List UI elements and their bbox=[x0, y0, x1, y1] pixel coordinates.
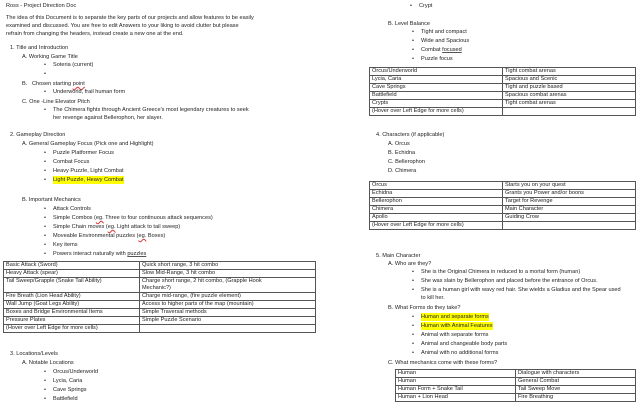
doc-title: Ross - Project Direction Doc bbox=[6, 3, 77, 9]
table-row: Fire Breath (Lion Head Ability) Charge mid-range, (fire puzzle element) bbox=[4, 293, 316, 301]
section-1-heading: 1. Title and Introduction bbox=[10, 45, 69, 51]
table-row: Human General Combat bbox=[396, 378, 636, 386]
who-item-2: • She was slain by Bellerophon and placed before the entrance of Orcus. bbox=[421, 277, 598, 285]
form-option-4: • Animal and changeable body parts bbox=[421, 340, 507, 348]
mechanic-item-4: • Moveable Environmental puzzles (eg. Boxes) bbox=[53, 232, 165, 240]
forms-table bbox=[395, 369, 636, 402]
location-item-1: • Orcus/Underworld bbox=[53, 368, 98, 376]
location-item-4: • Battlefield bbox=[53, 395, 78, 403]
form-option-3: • Animal with separate forms bbox=[421, 331, 488, 339]
who-item-1: • She is the Original Chimera in reduced to a mortal form (human) bbox=[421, 268, 580, 276]
mechanic-item-2: • Simple Combos (eg. Three to four continuous attack sequences) bbox=[53, 214, 213, 222]
character-item-b: B. Echidna bbox=[388, 150, 416, 156]
table-row: Bellerophon Target for Revenge bbox=[370, 198, 636, 206]
table-row: Echidna Grants you Power and/or boons bbox=[370, 190, 636, 198]
table-row: Orcus Starts you on your quest bbox=[370, 182, 636, 190]
starting-point-item: • Underworld, frail human form bbox=[53, 88, 125, 96]
forms-label: B. What Forms do they take? bbox=[388, 305, 461, 311]
location-item-2: • Lycia, Caria bbox=[53, 377, 82, 385]
pitch-line-1: • The Chimera fights through Ancient Greece's most legendary creatures to seek bbox=[53, 106, 249, 114]
table-row: Pressure Plates Simple Puzzle Scenario bbox=[4, 317, 316, 325]
table-row-hover-hint[interactable]: (Hover over Left Edge for more cells) bbox=[4, 325, 316, 333]
mechanics-label: B. Important Mechanics bbox=[22, 197, 81, 203]
character-item-a: A. Orcus bbox=[388, 141, 410, 147]
level-balance-label: B. Level Balance bbox=[388, 21, 430, 27]
table-row: Orcus/Underworld Tight combat arenas bbox=[370, 68, 636, 76]
working-title-label: A. Working Game Title bbox=[22, 54, 78, 60]
table-row: Tail Sweep/Grapple (Snake Tail Ability) Charge short range, 2 hit combo, (Grapple Hook bbox=[4, 278, 316, 286]
focus-option-highlighted: • Light Puzzle, Heavy Combat bbox=[53, 176, 124, 184]
character-item-c: C. Bellerophon bbox=[388, 159, 426, 165]
section-5-heading: 5. Main Character bbox=[376, 253, 421, 259]
intro-line-1: The idea of this Document is to separate the key parts of our projects and allow features to be easily bbox=[6, 15, 254, 21]
table-row: Crypts Tight combat arenas bbox=[370, 100, 636, 108]
intro-line-3: refrain from changing the headers, instead create a new one at the end. bbox=[6, 31, 184, 37]
focus-option-3: • Heavy Puzzle, Light Combat bbox=[53, 167, 124, 175]
mechanic-item-6: • Powers interact naturally with puzzles bbox=[53, 250, 146, 258]
table-row: Human Dialogue with characters bbox=[396, 370, 636, 378]
locations-label: A. Notable Locations bbox=[22, 360, 74, 366]
focus-option-1: • Puzzle Platformer Focus bbox=[53, 149, 114, 157]
mechanic-item-3: • Simple Chain moves (eg. Light attack to tail sweep) bbox=[53, 223, 180, 231]
balance-item-3: • Combat focused bbox=[421, 46, 462, 54]
mechanics-table bbox=[3, 261, 316, 333]
who-label: A. Who are they? bbox=[388, 261, 432, 267]
mechanic-item-5: • Key items bbox=[53, 241, 78, 249]
starting-point-label: B. Chosen starting point bbox=[22, 81, 85, 87]
balance-item-1: • Tight and compact bbox=[421, 28, 467, 36]
table-row: Chimera Main Character bbox=[370, 206, 636, 214]
table-row: Mechanic?) bbox=[4, 285, 316, 293]
balance-item-2: • Wide and Spacious bbox=[421, 37, 469, 45]
section-3-heading: 3. Locations/Levels bbox=[10, 351, 58, 357]
who-item-3: • She is a human girl with wavy red hair. She wields a Gladius and the Spear used bbox=[421, 286, 621, 294]
form-option-2: • Human with Animal Features bbox=[421, 322, 493, 330]
table-row: Basic Attack (Sword) Quick short range, 3 hit combo bbox=[4, 262, 316, 270]
table-row: Human Form + Snake Tail Tail Sweep Move bbox=[396, 386, 636, 394]
form-option-1: • Human and separate forms bbox=[421, 313, 489, 321]
location-item-3: • Cave Springs bbox=[53, 386, 87, 394]
table-row: Lycia, Caria Spacious and Scenic bbox=[370, 76, 636, 84]
working-title-item: • Soteria (current) bbox=[53, 61, 93, 69]
section-4-heading: 4. Characters (if applicable) bbox=[376, 132, 445, 138]
level-table bbox=[369, 67, 636, 116]
table-row-hover-hint[interactable]: (Hover over Left Edge for more cells) bbox=[370, 108, 636, 116]
table-row: Heavy Attack (spear) Slow Mid-Range, 3 hit combo bbox=[4, 270, 316, 278]
table-row: Wall Jump (Goat Legs Ability) Access to higher parts of the map (mountain) bbox=[4, 301, 316, 309]
focus-option-2: • Combat Focus bbox=[53, 158, 89, 166]
crypt-item: • Crypt bbox=[419, 2, 432, 10]
table-row: Cave Springs Tight and puzzle based bbox=[370, 84, 636, 92]
table-row: Human + Lion Head Fire Breathing bbox=[396, 394, 636, 402]
table-row-hover-hint[interactable]: (Hover over Left Edge for more cells) bbox=[370, 222, 636, 230]
form-mechanics-label: C. What mechanics come with these forms? bbox=[388, 360, 498, 366]
table-row: Apollo Guiding Crow bbox=[370, 214, 636, 222]
balance-item-4: • Puzzle focus bbox=[421, 55, 453, 63]
pitch-label: C. One -Line Elevator Pitch bbox=[22, 99, 90, 105]
intro-line-2: examined and discussed. You are free to edit Answers to your liking to avoid clutter but please bbox=[6, 23, 239, 29]
characters-table bbox=[369, 181, 636, 230]
table-row: Battlefield Spacious combat arenas bbox=[370, 92, 636, 100]
right-page bbox=[320, 0, 640, 412]
who-item-3-cont: to kill her. bbox=[421, 295, 445, 301]
character-item-d: D. Chimera bbox=[388, 168, 417, 174]
section-2-heading: 2. Gameplay Direction bbox=[10, 132, 66, 138]
form-option-5: • Animal with no additional forms bbox=[421, 349, 498, 357]
pitch-line-2: her revenge against Bellerophon, her slayer. bbox=[53, 115, 163, 121]
mechanic-item-1: • Attack Controls bbox=[53, 205, 91, 213]
gameplay-focus-label: A. General Gameplay Focus (Pick one and Highlight) bbox=[22, 141, 154, 147]
table-row: Boxes and Bridge Environmental Items Simple Traversal methods bbox=[4, 309, 316, 317]
